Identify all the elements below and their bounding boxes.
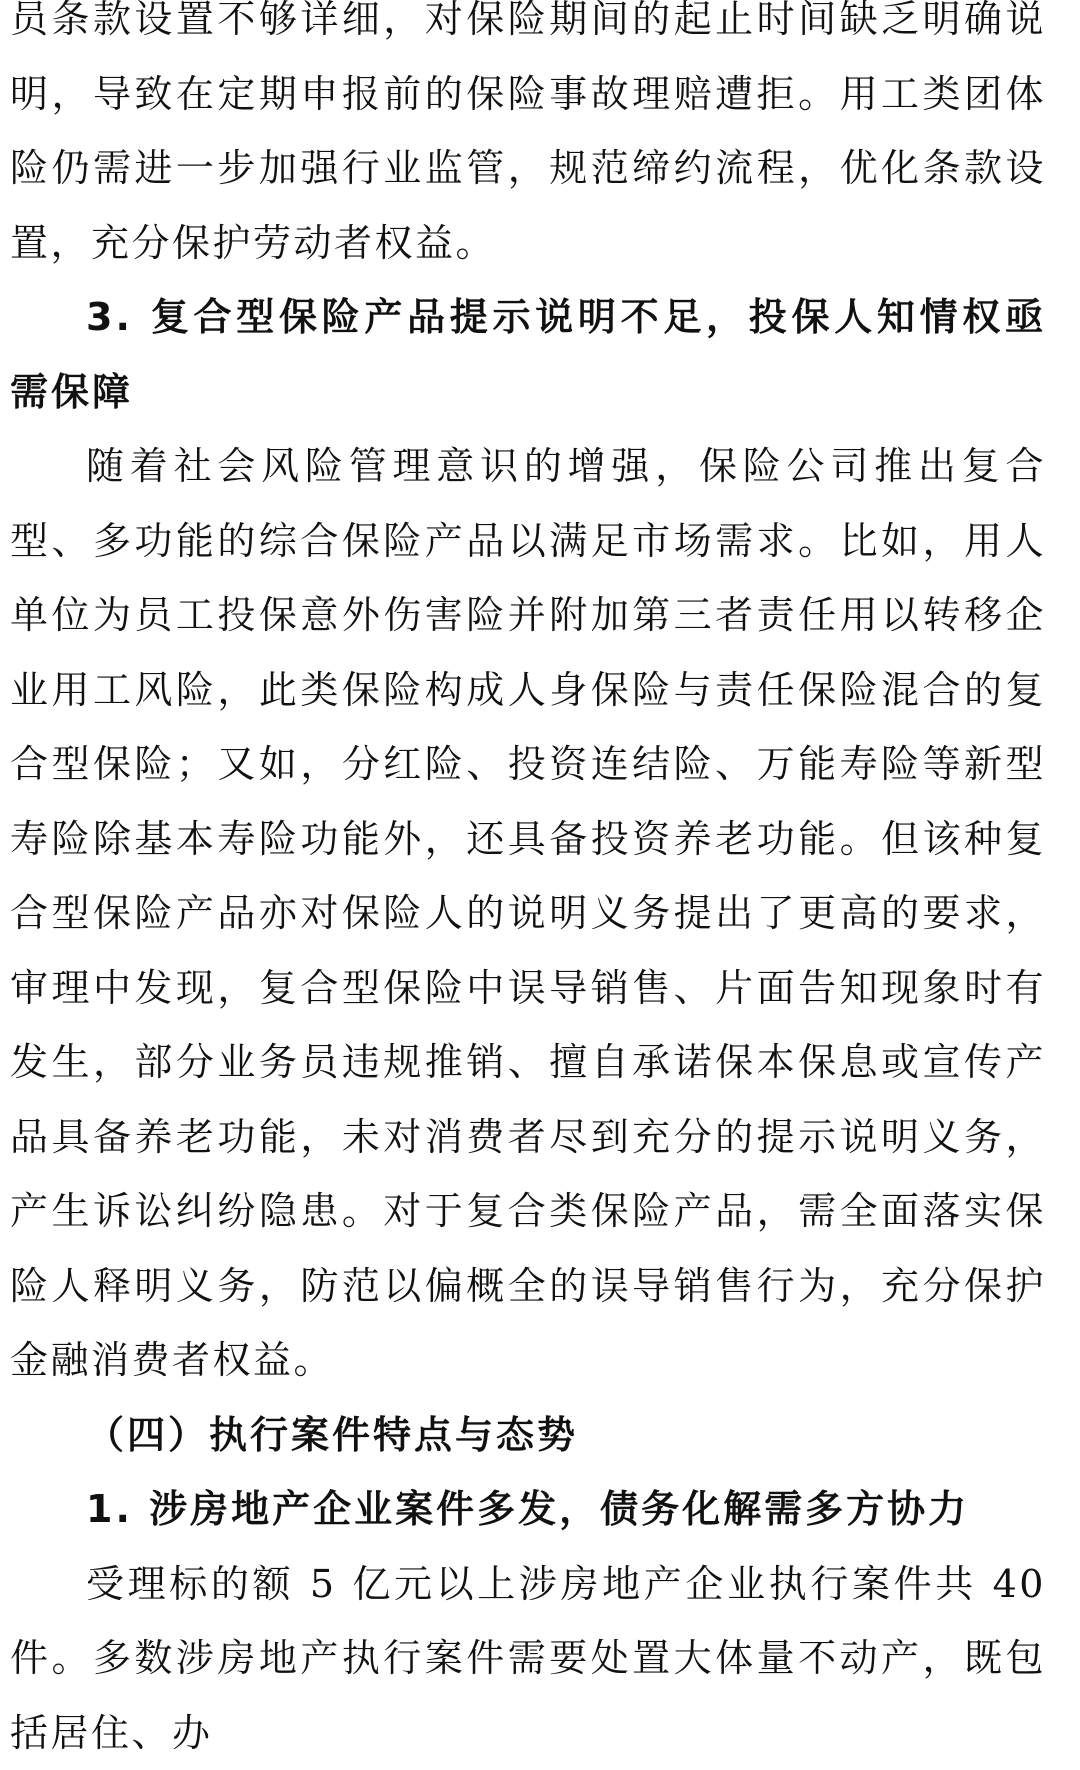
section-heading: 3. 复合型保险产品提示说明不足，投保人知情权亟需保障 — [10, 280, 1046, 429]
subsection-heading: 1. 涉房地产企业案件多发，债务化解需多方协力 — [10, 1472, 1046, 1547]
section-heading: （四）执行案件特点与态势 — [10, 1398, 1046, 1473]
body-paragraph: 受理标的额 5 亿元以上涉房地产企业执行案件共 40 件。多数涉房地产执行案件需要处置大体量不动产，既包括居住、办 — [10, 1547, 1046, 1770]
document-page — [10, 0, 1046, 1770]
body-paragraph: 员条款设置不够详细，对保险期间的起止时间缺乏明确说明，导致在定期申报前的保险事故理赔遭拒。用工类团体险仍需进一步加强行业监管，规范缔约流程，优化条款设置，充分保护劳动者权益。 — [10, 0, 1046, 280]
body-paragraph: 随着社会风险管理意识的增强，保险公司推出复合型、多功能的综合保险产品以满足市场需求。比如，用人单位为员工投保意外伤害险并附加第三者责任用以转移企业用工风险，此类保险构成人身保险与责任保险混合的复合型保险；又如，分红险、投资连结险、万能寿险等新型寿险除基本寿险功能外，还具备投资养老功能。但该种复合型保险产品亦对保险人的说明义务提出了更高的要求，审理中发现，复合型保险中误导销售、片面告知现象时有发生，部分业务员违规推销、擅自承诺保本保息或宣传产品具备养老功能，未对消费者尽到充分的提示说明义务，产生诉讼纠纷隐患。对于复合类保险产品，需全面落实保险人释明义务，防范以偏概全的误导销售行为，充分保护金融消费者权益。 — [10, 429, 1046, 1398]
